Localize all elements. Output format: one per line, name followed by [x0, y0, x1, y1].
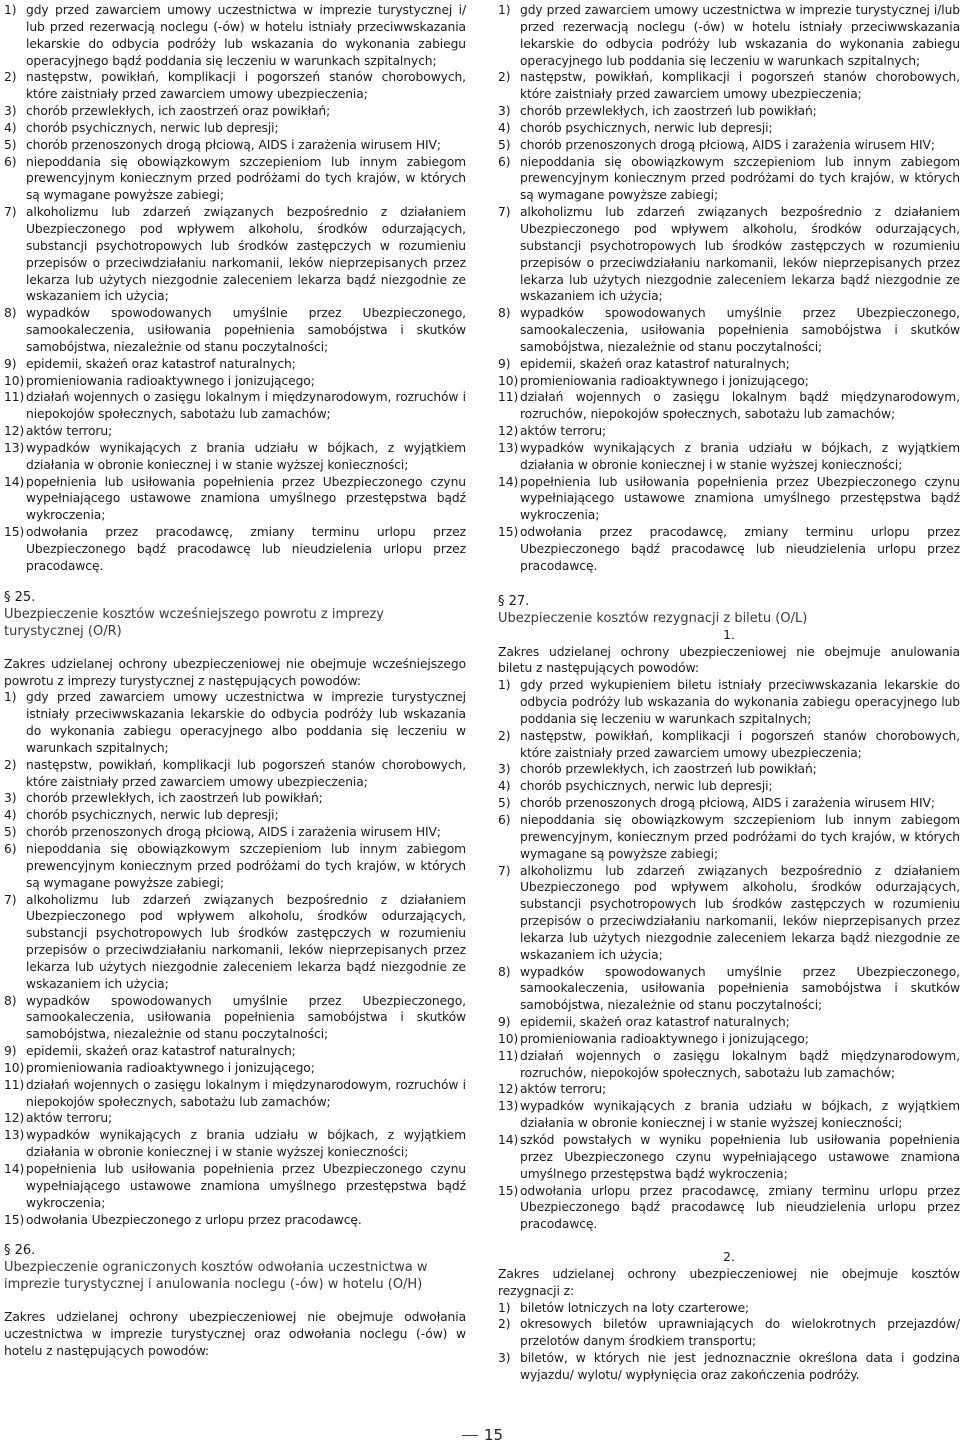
- section-intro: Zakres udzielanej ochrony ubezpieczeniowej nie obejmuje odwołania uczestnictwa w imprezie turystycznej oraz odwołania noclegu (-ów) w hotelu z następujących powodów:: [4, 1310, 466, 1359]
- list-item-text: wypadków spowodowanych umyślnie przez Ubezpieczonego, samookaleczenia, usiłowania popełnienia samobójstwa i skutków samobójstwa, niezależnie od stanu poczytalności;: [520, 964, 960, 1013]
- list-item-number: 11): [4, 1077, 25, 1092]
- list-item: [498, 1183, 960, 1234]
- list-item-text: chorób psychicznych, nerwic lub depresji;: [520, 779, 773, 794]
- list-item-text: popełnienia lub usiłowania popełnienia przez Ubezpieczonego czynu wypełniającego ustawowe znamiona umyślnego przestępstwa bądź wykroczenia;: [26, 1162, 466, 1210]
- list-item-number: 6): [498, 812, 511, 827]
- list-item-number: 9): [498, 356, 511, 371]
- list-item-text: alkoholizmu lub zdarzeń związanych bezpośrednio z działaniem Ubezpieczonego pod wpływem alkoholu, środków odurzających, substancji psychotropowych lub środków zastępczych w rozumieniu przepisów o przeciwdziałaniu narkomanii, leków nieprzepisanych przez lekarza lub użytych niezgodnie zaleceniem lekarza bądź niezgodnie ze wskazaniem ich użycia;: [26, 892, 466, 991]
- list-item-number: 2): [498, 70, 511, 85]
- list-item-text: gdy przed zawarciem umowy uczestnictwa w imprezie turystycznej i/lub przed rezerwacją noclegu (-ów) w hotelu istniały przeciwwskazania lekarskie do odbycia podróży lub wskazania do wykonania zabiegu operacyjnego lub poddania się leczeniu w warunkach szpitalnych;: [520, 3, 960, 68]
- left-list-b: [4, 689, 466, 1228]
- list-item: [4, 1212, 466, 1229]
- list-item-number: 7): [4, 205, 17, 220]
- list-item-number: 14): [498, 1133, 519, 1147]
- list-item: [498, 728, 960, 762]
- list-item-text: działań wojennych o zasięgu lokalnym i międzynarodowym, rozruchów i niepokojów społecznych, sabotażu lub zamachów;: [26, 1077, 466, 1109]
- list-item-text: niepoddania się obowiązkowym szczepieniom lub innym zabiegom prewencyjnym koniecznym przed podróżami do tych krajów, w których są wymagane powyższe zabiegi;: [520, 154, 960, 203]
- list-item-text: wypadków spowodowanych umyślnie przez Ubezpieczonego, samookaleczenia, usiłowania popełnienia samobójstwa i skutków samobójstwa, niezależnie od stanu poczytalności;: [26, 306, 466, 354]
- list-item-number: 2): [4, 70, 17, 85]
- list-item-number: 8): [4, 306, 17, 321]
- list-item-text: wypadków wynikających z brania udziału w bójkach, z wyjątkiem działania w obronie koniecznej i w stanie wyższej konieczności;: [520, 440, 960, 472]
- list-item-number: 7): [498, 863, 511, 878]
- list-item-number: 9): [4, 356, 17, 371]
- list-item-number: 10): [4, 1060, 25, 1075]
- list-item-number: 1): [498, 1300, 511, 1315]
- list-item: [4, 841, 466, 892]
- list-item-number: 12): [4, 1111, 25, 1126]
- subsection-number: 1.: [723, 627, 735, 642]
- list-item-text: działań wojennych o zasięgu lokalnym bądź międzynarodowym, rozruchów, niepokojów społecznych, sabotażu lub zamachów;: [520, 1048, 960, 1080]
- list-item: [4, 204, 466, 305]
- list-item-text: chorób przenoszonych drogą płciową, AIDS i zarażenia wirusem HIV;: [26, 825, 441, 840]
- list-item: [4, 524, 466, 575]
- list-item-text: chorób przewlekłych, ich zaostrzeń lub powikłań;: [520, 104, 817, 119]
- list-item-number: 8): [498, 964, 511, 979]
- list-item: [4, 137, 466, 154]
- list-item-number: 5): [4, 825, 17, 840]
- list-item: [498, 103, 960, 120]
- list-item: [498, 356, 960, 373]
- page-footer: [462, 1426, 503, 1444]
- section-intro: Zakres udzielanej ochrony ubezpieczeniowej nie obejmuje wcześniejszego powrotu z imprezy turystycznej z następujących powodów:: [4, 656, 466, 688]
- list-item-text: odwołania przez pracodawcę, zmiany terminu urlopu przez Ubezpieczonego bądź pracodawcę lub nieudzielenia urlopu przez pracodawcę.: [520, 525, 960, 573]
- list-item-text: epidemii, skażeń oraz katastrof naturalnych;: [520, 356, 790, 371]
- list-item-text: wypadków wynikających z brania udziału w bójkach, z wyjątkiem działania w obronie koniecznej i w stanie wyższej konieczności;: [26, 440, 466, 472]
- list-item-number: 3): [498, 762, 511, 777]
- list-item-number: 9): [498, 1015, 511, 1030]
- list-item: [498, 778, 960, 795]
- list-item: [4, 423, 466, 440]
- list-item: [498, 1316, 960, 1350]
- list-item-text: alkoholizmu lub zdarzeń związanych bezpośrednio z działaniem Ubezpieczonego pod wpływem alkoholu, środków odurzających, substancji psychotropowych lub środków zastępczych w rozumieniu przepisów o przeciwdziałaniu narkomanii, leków nieprzepisanych przez lekarza lub użytych niezgodnie zaleceniem lekarza bądź niezgodnie ze wskazaniem ich użycia;: [26, 205, 466, 304]
- section-number: § 25.: [4, 589, 36, 605]
- list-item: [498, 1031, 960, 1048]
- list-item-number: 1): [498, 3, 511, 17]
- list-item: [498, 677, 960, 728]
- list-item-number: 6): [4, 841, 17, 856]
- list-item: [498, 761, 960, 778]
- list-item: [4, 824, 466, 841]
- list-item-text: promieniowania radioaktywnego i jonizującego;: [26, 1060, 315, 1075]
- list-item-number: 10): [498, 1031, 519, 1046]
- list-item-text: epidemii, skażeń oraz katastrof naturalnych;: [26, 1044, 296, 1059]
- list-item: [498, 137, 960, 154]
- list-item: [4, 1077, 466, 1111]
- list-item: [498, 120, 960, 137]
- list-item-number: 11): [4, 390, 25, 405]
- list-item-number: 9): [4, 1044, 17, 1059]
- list-item-number: 15): [4, 1212, 25, 1227]
- section-number: § 27.: [498, 593, 530, 609]
- left-column: [4, 2, 466, 1360]
- list-item-number: 13): [4, 1128, 25, 1143]
- list-item: [4, 389, 466, 423]
- list-item-text: wypadków spowodowanych umyślnie przez Ubezpieczonego, samookaleczenia, usiłowania popełnienia samobójstwa i skutków samobójstwa, niezależnie od stanu poczytalności;: [26, 993, 466, 1042]
- subsection-intro: Zakres udzielanej ochrony ubezpieczeniowej nie obejmuje anulowania biletu z następujących powodów:: [498, 644, 960, 676]
- list-item-text: następstw, powikłań, komplikacji i pogorszeń stanów chorobowych, które zaistniały przed zawarciem umowy ubezpieczenia;: [26, 70, 466, 102]
- list-item-number: 14): [4, 474, 25, 489]
- list-item-number: 15): [498, 1183, 519, 1198]
- section-number: § 26.: [4, 1243, 36, 1259]
- list-item-text: niepoddania się obowiązkowym szczepieniom lub innym zabiegom prewencyjnym koniecznym przed podróżami do tych krajów, w których są wymagane powyższe zabiegi;: [26, 841, 466, 890]
- list-item-number: 12): [498, 424, 519, 439]
- list-item: [4, 689, 466, 756]
- list-item-number: 2): [498, 1317, 511, 1332]
- list-item-text: odwołania Ubezpieczonego z urlopu przez pracodawcę.: [26, 1212, 362, 1227]
- list-item-text: niepoddania się obowiązkowym szczepieniom lub innym zabiegom prewencyjnym koniecznym przed podróżami do tych krajów, w których są wymagane powyższe zabiegi;: [26, 154, 466, 203]
- right-column: [498, 2, 960, 1384]
- list-item-text: wypadków wynikających z brania udziału w bójkach, z wyjątkiem działania w obronie koniecznej i w stanie wyższej konieczności;: [26, 1128, 466, 1160]
- list-item-number: 6): [498, 154, 511, 169]
- list-item: [498, 1098, 960, 1132]
- list-item-number: 3): [498, 1351, 511, 1366]
- list-item-text: działań wojennych o zasięgu lokalnym i międzynarodowym, rozruchów i niepokojów społecznych, sabotażu lub zamachów;: [26, 390, 466, 422]
- list-item: [498, 812, 960, 863]
- list-item-text: odwołania przez pracodawcę, zmiany terminu urlopu przez Ubezpieczonego bądź pracodawcę lub nieudzielenia urlopu przez pracodawcę.: [26, 525, 466, 573]
- list-item-text: alkoholizmu lub zdarzeń związanych bezpośrednio z działaniem Ubezpieczonego pod wpływem alkoholu, środków odurzających, substancji psychotropowych lub środków zastępczych w rozumieniu przepisów o przeciwdziałaniu narkomanii, leków nieprzepisanych przez lekarza lub użytych niezgodnie zaleceniem lekarza bądź niezgodnie ze wskazaniem ich użycia;: [520, 205, 960, 304]
- list-item-text: wypadków spowodowanych umyślnie przez Ubezpieczonego, samookaleczenia, usiłowania popełnienia samobójstwa i skutków samobójstwa, niezależnie od stanu poczytalności;: [520, 306, 960, 354]
- list-item: [498, 440, 960, 474]
- list-item: [498, 2, 960, 69]
- list-item-number: 8): [498, 306, 511, 321]
- list-item: [4, 305, 466, 356]
- page-number: 15: [484, 1426, 504, 1444]
- list-item: [498, 474, 960, 525]
- list-item: [4, 807, 466, 824]
- list-item: [4, 154, 466, 205]
- left-list-a: [4, 2, 466, 575]
- section-title: Ubezpieczenie kosztów wcześniejszego powrotu z imprezy turystycznej (O/R): [4, 606, 384, 639]
- list-item-text: chorób przenoszonych drogą płciową, AIDS i zarażenia wirusem HIV;: [520, 796, 935, 811]
- right-list-b: [498, 677, 960, 1233]
- section-25: [4, 589, 466, 1229]
- list-item: [498, 795, 960, 812]
- list-item-number: 6): [4, 154, 17, 169]
- list-item-text: promieniowania radioaktywnego i jonizującego;: [26, 373, 315, 388]
- list-item: [498, 305, 960, 356]
- list-item-number: 11): [498, 390, 519, 405]
- list-item-number: 5): [498, 796, 511, 811]
- list-item-text: popełnienia lub usiłowania popełnienia przez Ubezpieczonego czynu wypełniającego ustawowe znamiona umyślnego przestępstwa bądź wykroczenia;: [26, 474, 466, 523]
- list-item-text: działań wojennych o zasięgu lokalnym bądź międzynarodowym, rozruchów, niepokojów społecznych, sabotażu lub zamachów;: [520, 390, 960, 422]
- list-item: [4, 103, 466, 120]
- list-item-number: 4): [498, 779, 511, 794]
- list-item-text: gdy przed zawarciem umowy uczestnictwa w imprezie turystycznej istniały przeciwwskazania lekarskie do odbycia podróży lub wskazania do wykonania zabiegu operacyjnego albo poddania się leczeniu w warunkach szpitalnych;: [26, 690, 466, 755]
- list-item-text: niepoddania się obowiązkowym szczepieniom lub innym zabiegom prewencyjnym, koniecznym przed podróżami do tych krajów, w których wymagane są powyższe zabiegi;: [520, 812, 960, 861]
- list-item-number: 14): [4, 1162, 25, 1176]
- list-item-number: 2): [4, 757, 17, 772]
- list-item: [4, 892, 466, 993]
- list-item-text: okresowych biletów uprawniających do wielokrotnych przejazdów/ przelotów danym środkiem transportu;: [520, 1317, 960, 1349]
- list-item-number: 11): [498, 1048, 519, 1063]
- list-item-text: epidemii, skażeń oraz katastrof naturalnych;: [520, 1015, 790, 1030]
- list-item-text: chorób psychicznych, nerwic lub depresji;: [26, 120, 279, 135]
- list-item: [4, 69, 466, 103]
- list-item: [498, 1014, 960, 1031]
- list-item-number: 3): [4, 791, 17, 806]
- list-item-number: 12): [498, 1082, 519, 1097]
- list-item-text: aktów terroru;: [26, 1111, 113, 1126]
- list-item-text: następstw, powikłań, komplikacji i pogorszeń stanów chorobowych, które zaistniały przed zawarciem umowy ubezpieczenia;: [520, 70, 960, 102]
- list-item-text: biletów, w których nie jest jednoznacznie określona data i godzina wyjazdu/ wylotu/ wypłynięcia oraz zakończenia podróży.: [520, 1351, 960, 1382]
- list-item-text: wypadków wynikających z brania udziału w bójkach, z wyjątkiem działania w obronie koniecznej i w stanie wyższej konieczności;: [520, 1099, 960, 1131]
- list-item-text: gdy przed wykupieniem biletu istniały przeciwwskazania lekarskie do odbycia podróży lub wskazania do wykonania zabiegu operacyjnego lub poddania się leczeniu w warunkach szpitalnych;: [520, 678, 960, 726]
- list-item-text: chorób przewlekłych, ich zaostrzeń lub powikłań;: [26, 791, 323, 806]
- list-item-number: 5): [4, 137, 17, 152]
- list-item-text: chorób psychicznych, nerwic lub depresji;: [520, 120, 773, 135]
- list-item-number: 10): [4, 373, 25, 388]
- list-item: [498, 1132, 960, 1183]
- list-item-text: chorób przenoszonych drogą płciową, AIDS i zarażenia wirusem HIV;: [26, 137, 441, 152]
- list-item: [4, 1127, 466, 1161]
- list-item-number: 15): [498, 525, 519, 540]
- list-item: [498, 1300, 960, 1317]
- list-item-number: 2): [498, 728, 511, 743]
- list-item: [4, 2, 466, 69]
- list-item: [498, 389, 960, 423]
- subsection-intro: Zakres udzielanej ochrony ubezpieczeniowej nie obejmuje kosztów rezygnacji z:: [498, 1266, 960, 1298]
- list-item-number: 3): [498, 104, 511, 119]
- list-item: [4, 993, 466, 1044]
- list-item-number: 1): [498, 678, 511, 693]
- list-item-number: 13): [4, 440, 25, 455]
- list-item-text: promieniowania radioaktywnego i jonizującego;: [520, 1031, 809, 1046]
- list-item: [4, 1060, 466, 1077]
- list-item: [4, 373, 466, 390]
- section-title: Ubezpieczenie kosztów rezygnacji z biletu (O/L): [498, 610, 808, 626]
- list-item-number: 8): [4, 993, 17, 1008]
- list-item-text: gdy przed zawarciem umowy uczestnictwa w imprezie turystycznej i/ lub przed rezerwacją noclegu (-ów) w hotelu istniały przeciwwskazania lekarskie do odbycia podróży lub wskazania do wykonania zabiegu operacyjnego bądź poddania się leczeniu w warunkach szpitalnych;: [26, 3, 466, 68]
- list-item-number: 10): [498, 373, 519, 388]
- list-item: [498, 964, 960, 1015]
- list-item-number: 4): [4, 120, 17, 135]
- section-26: [4, 1242, 466, 1360]
- list-item: [4, 440, 466, 474]
- list-item: [4, 120, 466, 137]
- list-item-text: popełnienia lub usiłowania popełnienia przez Ubezpieczonego czynu wypełniającego ustawowe znamiona umyślnego przestępstwa bądź wykroczenia;: [520, 474, 960, 523]
- list-item-number: 5): [498, 137, 511, 152]
- subsection-number: 2.: [723, 1250, 735, 1265]
- right-list-c: [498, 1300, 960, 1384]
- list-item-number: 14): [498, 474, 519, 489]
- list-item-text: alkoholizmu lub zdarzeń związanych bezpośrednio z działaniem Ubezpieczonego pod wpływem alkoholu, środków odurzających, substancji psychotropowych lub środków zastępczych w rozumieniu przepisów o przeciwdziałaniu narkomanii, leków nieprzepisanych przez lekarza lub użytych niezgodnie zaleceniem lekarza bądź niezgodnie ze wskazaniem ich użycia;: [520, 863, 960, 962]
- list-item: [498, 204, 960, 305]
- list-item-text: biletów lotniczych na loty czarterowe;: [520, 1300, 750, 1315]
- list-item: [498, 373, 960, 390]
- list-item-number: 12): [4, 424, 25, 439]
- list-item-text: chorób psychicznych, nerwic lub depresji;: [26, 808, 279, 823]
- list-item-text: następstw, powikłań, komplikacji i pogorszeń stanów chorobowych, które zaistniały przed zawarciem umowy ubezpieczenia;: [520, 728, 960, 760]
- list-item-text: aktów terroru;: [520, 424, 607, 439]
- list-item-text: chorób przewlekłych, ich zaostrzeń oraz powikłań;: [26, 104, 331, 119]
- list-item: [4, 1161, 466, 1212]
- list-item: [4, 474, 466, 525]
- list-item-number: 13): [498, 1099, 519, 1114]
- list-item-text: chorób przenoszonych drogą płciową, AIDS i zarażenia wirusem HIV;: [520, 137, 935, 152]
- list-item-text: epidemii, skażeń oraz katastrof naturalnych;: [26, 356, 296, 371]
- list-item: [498, 69, 960, 103]
- right-list-a: [498, 2, 960, 575]
- list-item-text: szkód powstałych w wyniku popełnienia lub usiłowania popełnienia przez Ubezpieczonego czynu wypełniającego ustawowe znamiona umyślnego przestępstwa bądź wykroczenia;: [520, 1133, 960, 1181]
- list-item: [4, 790, 466, 807]
- list-item: [498, 524, 960, 575]
- list-item-number: 1): [4, 3, 17, 17]
- list-item: [498, 154, 960, 205]
- list-item: [498, 1081, 960, 1098]
- section-27: [498, 593, 960, 1384]
- list-item-number: 7): [4, 892, 17, 907]
- list-item: [498, 423, 960, 440]
- list-item-number: 1): [4, 690, 17, 705]
- list-item-text: aktów terroru;: [26, 424, 113, 439]
- list-item-text: chorób przewlekłych, ich zaostrzeń lub powikłań;: [520, 762, 817, 777]
- list-item-text: odwołania urlopu przez pracodawcę, zmiany terminu urlopu przez Ubezpieczonego bądź pracodawcę lub nieudzielenia urlopu przez pracodawcę.: [520, 1183, 960, 1232]
- list-item-number: 13): [498, 440, 519, 455]
- list-item: [4, 1043, 466, 1060]
- list-item-text: aktów terroru;: [520, 1082, 607, 1097]
- list-item-text: promieniowania radioaktywnego i jonizującego;: [520, 373, 809, 388]
- list-item: [4, 757, 466, 791]
- list-item-number: 15): [4, 525, 25, 540]
- list-item-number: 7): [498, 205, 511, 220]
- list-item: [498, 1048, 960, 1082]
- list-item: [498, 863, 960, 964]
- list-item-number: 3): [4, 104, 17, 119]
- list-item-number: 4): [4, 808, 17, 823]
- section-title: Ubezpieczenie ograniczonych kosztów odwołania uczestnictwa w imprezie turystycznej i anulowania noclegu (-ów) w hotelu (O/H): [4, 1260, 428, 1293]
- list-item-number: 4): [498, 120, 511, 135]
- list-item-text: następstw, powikłań, komplikacji lub pogorszeń stanów chorobowych, które zaistniały przed zawarciem umowy ubezpieczenia;: [26, 757, 466, 789]
- footer-rule: [462, 1435, 478, 1436]
- list-item: [498, 1350, 960, 1384]
- list-item: [4, 356, 466, 373]
- list-item: [4, 1110, 466, 1127]
